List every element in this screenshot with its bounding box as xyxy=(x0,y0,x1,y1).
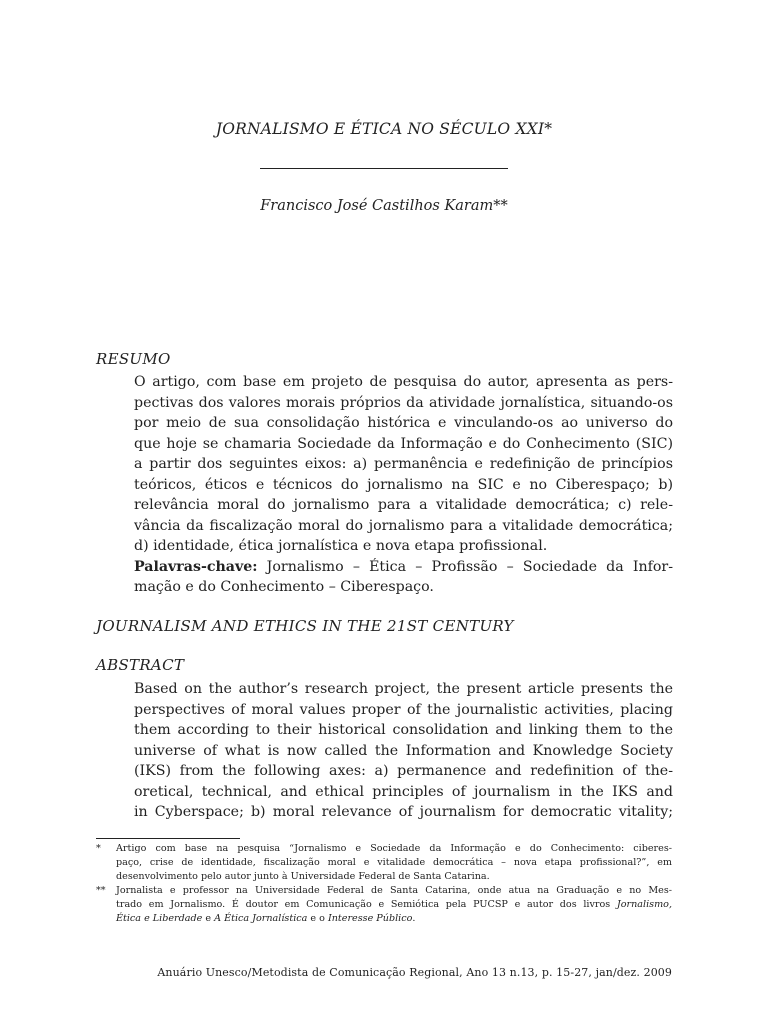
resumo-heading: RESUMO xyxy=(96,350,171,368)
footnote-1 xyxy=(96,842,672,884)
footnote-line: desenvolvimento pelo autor junto à Universidade Federal de Santa Catarina. xyxy=(116,871,490,882)
footnote-line xyxy=(116,898,672,912)
book-title: A Ética Jornalística xyxy=(214,913,308,924)
resumo-line: a partir dos seguintes eixos: a) permanência e redefinição de princípios xyxy=(134,456,673,472)
footnote-text: e o xyxy=(307,913,328,924)
resumo-line: teóricos, éticos e técnicos do jornalismo na SIC e no Ciberespaço; b) xyxy=(134,476,673,493)
abstract-body xyxy=(134,679,673,823)
book-title: Jornalismo, xyxy=(616,899,672,910)
keywords-line xyxy=(134,557,673,578)
keywords-label: Palavras-chave: xyxy=(134,558,258,575)
footnote-line xyxy=(116,912,672,926)
resumo-line: que hoje se chamaria Sociedade da Informação e do Conhecimento (SIC) xyxy=(134,435,673,452)
abstract-line: (IKS) from the following axes: a) permanence and redefinition of the- xyxy=(134,763,673,779)
title-divider xyxy=(260,168,508,169)
resumo-line: O artigo, com base em projeto de pesquisa do autor, apresenta as pers- xyxy=(134,374,673,390)
resumo-body xyxy=(134,372,673,598)
resumo-line: pectivas dos valores morais próprios da atividade jornalística, situando-os xyxy=(134,394,673,411)
footnote-line: Artigo com base na pesquisa “Jornalismo e Sociedade da Informação e do Conhecimento: ciberes- xyxy=(116,843,672,854)
english-title: JOURNALISM AND ETHICS IN THE 21ST CENTURY xyxy=(96,617,514,635)
page-footer: Anuário Unesco/Metodista de Comunicação Regional, Ano 13 n.13, p. 15-27, jan/dez. 2009 xyxy=(157,966,672,979)
footnote-2 xyxy=(96,884,672,926)
abstract-line: in Cyberspace; b) moral relevance of journalism for democratic vitality; xyxy=(134,804,673,820)
keywords-text: Jornalismo – Ética – Profissão – Sociedade da Infor- xyxy=(257,558,673,575)
footnote-mark: ** xyxy=(96,885,106,896)
book-title: Interesse Público xyxy=(327,913,413,924)
abstract-heading: ABSTRACT xyxy=(96,656,185,674)
abstract-line: oretical, technical, and ethical principles of journalism in the IKS and xyxy=(134,783,673,800)
abstract-line: perspectives of moral values proper of the journalistic activities, placing xyxy=(134,701,673,718)
abstract-line: universe of what is now called the Information and Knowledge Society xyxy=(134,742,673,759)
footnote-text: trado em Jornalismo. É doutor em Comunicação e Semiótica pela PUCSP e autor dos livros xyxy=(116,899,617,910)
keywords-line: mação e do Conhecimento – Ciberespaço. xyxy=(134,579,434,595)
footnote-divider xyxy=(96,838,240,839)
resumo-line: vância da fiscalização moral do jornalismo para a vitalidade democrática; xyxy=(134,517,673,534)
book-title: Ética e Liberdade xyxy=(116,913,203,924)
resumo-line: d) identidade, ética jornalística e nova etapa profissional. xyxy=(134,538,548,554)
resumo-line: relevância moral do jornalismo para a vitalidade democrática; c) rele- xyxy=(134,497,673,513)
author-name: Francisco José Castilhos Karam** xyxy=(260,198,508,214)
footnote-line: paço, crise de identidade, fiscalização moral e vitalidade democrática – nova etapa profissional?”, em xyxy=(116,857,672,868)
footnote-line: Jornalista e professor na Universidade Federal de Santa Catarina, onde atua na Graduação e no Mes- xyxy=(116,885,672,896)
footnote-text: . xyxy=(412,913,416,924)
resumo-line: por meio de sua consolidação histórica e vinculando-os ao universo do xyxy=(134,415,673,431)
footnotes xyxy=(96,842,672,926)
abstract-line: them according to their historical consolidation and linking them to the xyxy=(134,722,673,738)
abstract-line: Based on the author’s research project, the present article presents the xyxy=(134,681,673,697)
article-title: JORNALISMO E ÉTICA NO SÉCULO XXI* xyxy=(215,120,553,138)
footnote-text: e xyxy=(205,913,215,924)
footnote-mark: * xyxy=(96,843,101,854)
